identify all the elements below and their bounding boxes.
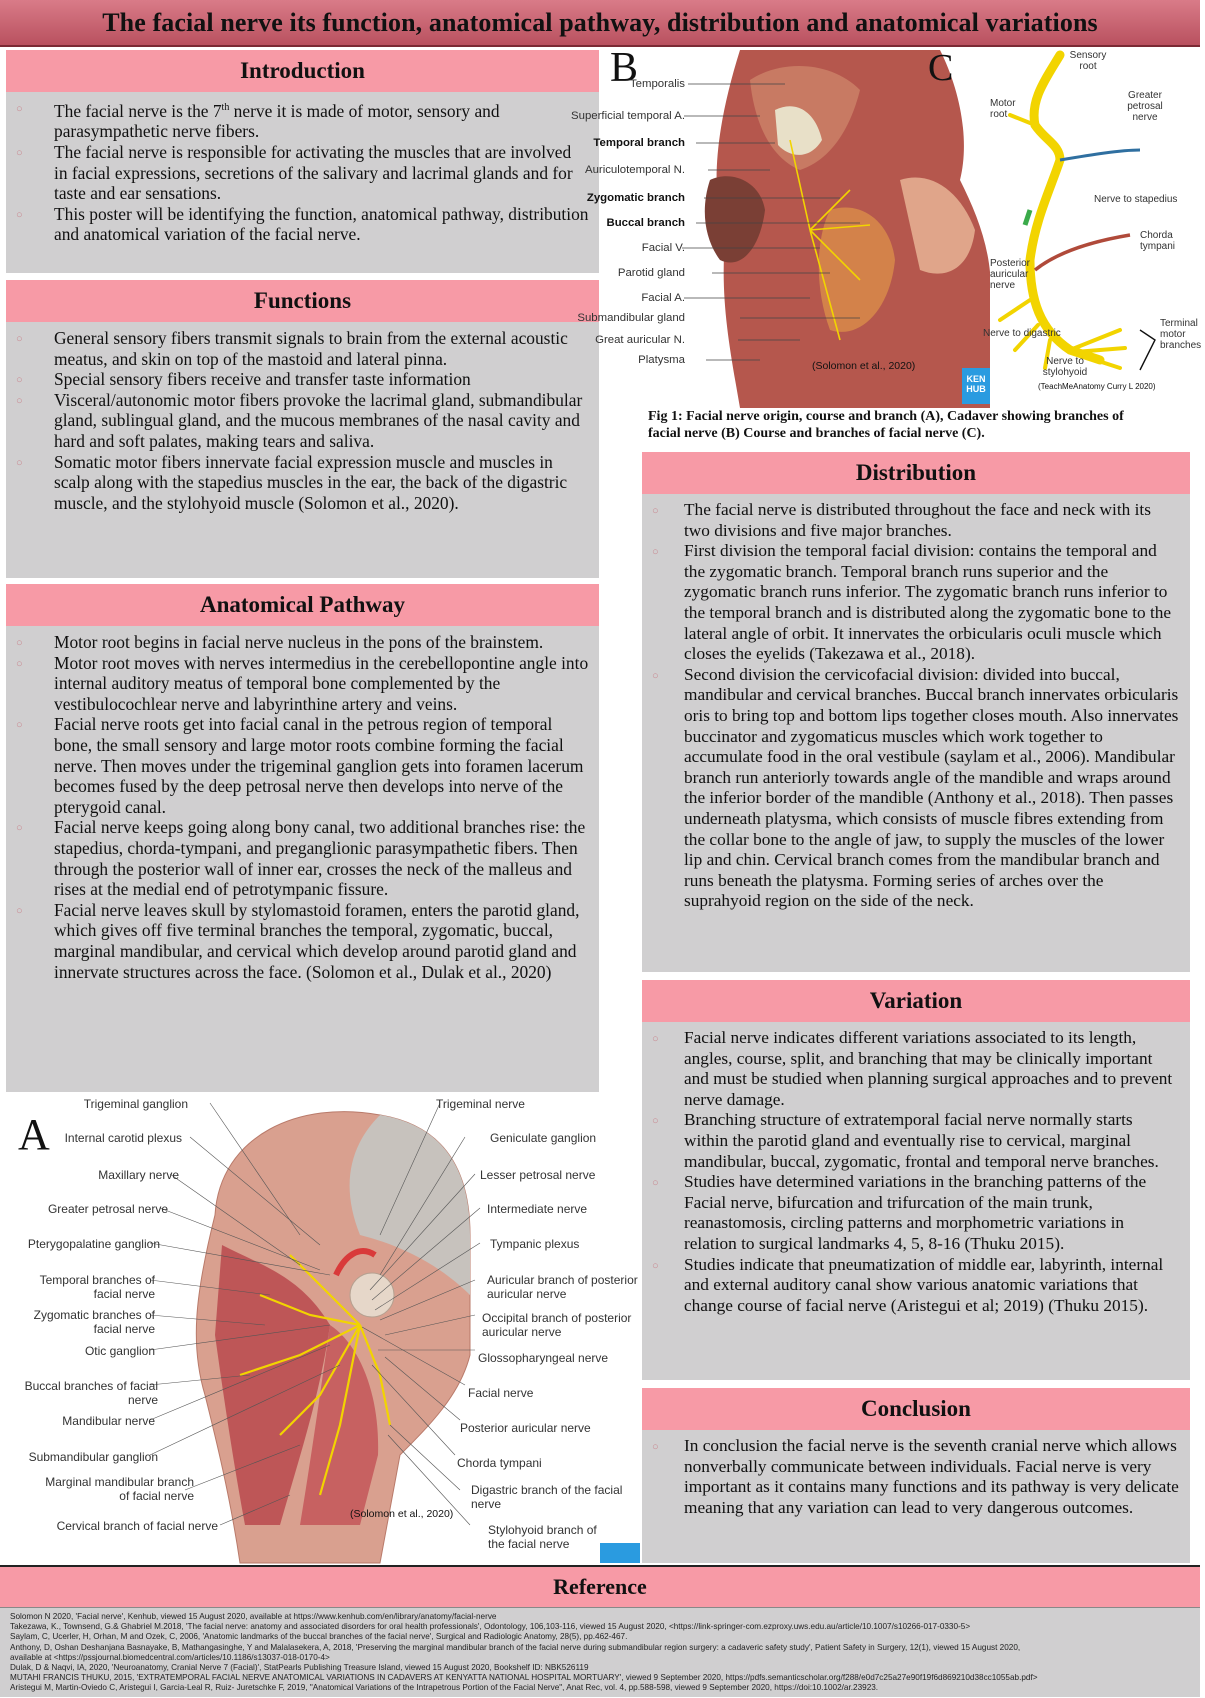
- variation-section: [642, 980, 1190, 1380]
- figure-label: Otic ganglion: [84, 1344, 155, 1358]
- figure-label: Occipital branch of posterior auricular nerve: [482, 1311, 632, 1339]
- pathway-heading: Anatomical Pathway: [6, 584, 599, 626]
- reference-item: available at <https://pssjournal.biomedcentral.com/articles/10.1186/s13037-018-0170-4>: [10, 1652, 330, 1662]
- list-item: ○ Facial nerve indicates different variations associated to its length, angles, course, split, and branching that may be clinically important and must be studied when planning surgical approaches and to prevent nerve damage.: [642, 1028, 1180, 1110]
- figure-label: Trigeminal nerve: [436, 1097, 525, 1111]
- figure-a: [0, 1095, 640, 1563]
- list-item: ○ Facial nerve roots get into facial canal in the petrous region of temporal bone, the small sensory and large motor roots combine forming the facial nerve. Then moves under the trigeminal ganglion gets into foramen lacerum becomes fused by the deep petrosal nerve then develops into nerve of the pterygoid canal.: [6, 714, 589, 817]
- figure-label: Posterior auricular nerve: [460, 1421, 591, 1435]
- figure-label: Facial V.: [641, 242, 685, 254]
- figure-label: Nerve to stylohyoid: [1042, 356, 1088, 378]
- figure-label: Glossopharyngeal nerve: [478, 1351, 609, 1365]
- conclusion-list: [642, 1430, 1190, 1524]
- distribution-heading: Distribution: [642, 452, 1190, 494]
- figure-label: Greater petrosal nerve: [1127, 90, 1163, 123]
- figure-a-citation: (Solomon et al., 2020): [350, 1508, 454, 1520]
- figure-label: Buccal branches of facial nerve: [24, 1379, 158, 1407]
- pathway-list: [6, 626, 599, 988]
- list-item: ○ Facial nerve keeps going along bony canal, two additional branches rise: the stapedius, chorda-tympani, and preganglionic parasympathetic fibers. Then through the posterior wall of inner ear, crosses the neck of the malleus and rises at the medial end of petrotympanic fissure.: [6, 817, 589, 899]
- figure-label: Maxillary nerve: [98, 1168, 179, 1182]
- figure-label: Temporal branch: [593, 137, 685, 149]
- figure-label: Pterygopalatine ganglion: [27, 1237, 160, 1251]
- list-item: ○ In conclusion the facial nerve is the seventh cranial nerve which allows nonverbally communicate between individuals. Facial nerve is very important as it contains many functions and its pathway is very delicate meaning that any variation can lead to very dangerous outcomes.: [642, 1436, 1180, 1518]
- list-item: ○ The facial nerve is the 7th nerve it is made of motor, sensory and parasympathetic nerve fibers.: [6, 98, 589, 142]
- figure-c-citation: (TeachMeAnatomy Curry L 2020): [1038, 382, 1156, 391]
- title-bar: [0, 0, 1200, 47]
- list-item: ○ Motor root begins in facial nerve nucleus in the pons of the brainstem.: [6, 632, 589, 653]
- reference-heading: Reference: [0, 1565, 1200, 1608]
- reference-item: Saylam, C, Ucerler, H, Orhan, M and Ozek, C, 2006, 'Anatomic landmarks of the buccal branches of the facial nerve', Surgical and Radiologic Anatomy, 28(5), pp.462-467.: [10, 1632, 628, 1642]
- figure-caption: Fig 1: Facial nerve origin, course and branch (A), Cadaver showing branches of facial nerve (B) Course and branches of facial nerve (C).: [648, 409, 1124, 441]
- figure-c-letter: C: [928, 47, 954, 89]
- list-item: ○ Special sensory fibers receive and transfer taste information: [6, 369, 589, 390]
- figure-label: Tympanic plexus: [490, 1237, 580, 1251]
- figure-label: Platysma: [638, 354, 685, 366]
- figure-label: Geniculate ganglion: [490, 1131, 597, 1145]
- conclusion-section: [642, 1388, 1190, 1563]
- figure-label: Trigeminal ganglion: [83, 1097, 188, 1111]
- figure-label: Temporalis: [629, 78, 685, 90]
- figure-label: Internal carotid plexus: [64, 1131, 182, 1145]
- list-item: ○ Visceral/autonomic motor fibers provoke the lacrimal gland, submandibular gland, sublingual gland, and the mucous membranes of the nasal cavity and hard and soft palates, making tears and saliva.: [6, 390, 589, 452]
- figure-b: [571, 45, 990, 408]
- figure-label: Lesser petrosal nerve: [480, 1168, 596, 1182]
- figure-label: Submandibular ganglion: [28, 1450, 158, 1464]
- figure-label: Greater petrosal nerve: [47, 1202, 168, 1216]
- distribution-list: [642, 494, 1190, 918]
- reference-item: Aristegui M, Martin-Oviedo C, Aristegui I, Garcia-Leal R, Ruiz- Juretschke F, 2019, "Anatomical Variations of the Intrapetrous Portion of the Facial Nerve", Anat Rec, vol. 4, pp.588-598, viewed 9 September 2020, https://doi:10.1002/ar.23923.: [10, 1683, 879, 1693]
- list-item: ○ Second division the cervicofacial division: divided into buccal, mandibular and cervical branches. Buccal branch innervates orbicularis oris to bring top and bottom lips together closes mouth. Also innervates buccinator and zygomaticus muscles which work together to accumulate food in the oral vestibule (saylam et al., 2006). Mandibular branch run anteriorly towards angle of the mandible and wraps around the inferior border of the mandible (Anthony et al., 2018). Then passes underneath platysma, which consists of muscle fibres extending from the collar bone to the angle of jaw, to supply the muscles of the lower lip and chin. Cervical branch comes from the mandibular branch and runs beneath the platysma. Forming series of arches over the suprahyoid region on the side of the neck.: [642, 665, 1180, 912]
- list-item: ○ First division the temporal facial division: contains the temporal and the zygomatic branch. Temporal branch runs superior and the zygomatic branch runs inferior. The zygomatic branch runs inferior to the temporal branch and is distributed along the zygomatic bone to the lateral angle of orbit. It innervates the orbicularis oculi muscle which closes the eyelids (Takezawa et al., 2018).: [642, 541, 1180, 665]
- figure-a-letter: A: [18, 1110, 50, 1159]
- figure-label: Superficial temporal A.: [571, 110, 685, 122]
- list-item: ○ Somatic motor fibers innervate facial expression muscle and muscles in scalp along with the stapedius muscles in the ear, the back of the digastric muscle, and the stylohyoid muscle (Solomon et al., 2020).: [6, 452, 589, 514]
- figure-label: Chorda tympani: [1140, 230, 1176, 252]
- figure-label: Submandibular gland: [577, 312, 685, 324]
- figure-label: Parotid gland: [617, 267, 685, 279]
- figure-label: Temporal branches of facial nerve: [39, 1273, 155, 1301]
- figure-label: Marginal mandibular branch of facial nerve: [45, 1475, 194, 1503]
- variation-list: [642, 1022, 1190, 1322]
- reference-item: MUTAHI FRANCIS THUKU, 2015, 'EXTRATEMPORAL FACIAL NERVE ANATOMICAL VARIATIONS IN CADAVERS AT KENYATTA NATIONAL HOSPITAL MORTUARY', viewed 9 September 2020, https://pdfs.semanticscholar.org/f288/e0d7c25a27e90f19f6d869210d38cc1055ab.pdf>: [10, 1673, 1038, 1683]
- figure-label: Intermediate nerve: [487, 1202, 588, 1216]
- reference-item: Dulak, D & Naqvi, IA, 2020, 'Neuroanatomy, Cranial Nerve 7 (Facial)', StatPearls Publishing Treasure Island, viewed 15 August 2020, Bookshelf ID: NBK526119: [10, 1663, 589, 1673]
- figure-b-citation: (Solomon et al., 2020): [812, 360, 916, 372]
- figure-label: Facial nerve: [468, 1386, 534, 1400]
- figure-label: Mandibular nerve: [62, 1414, 155, 1428]
- figure-label: Zygomatic branch: [586, 192, 685, 204]
- functions-section: [6, 280, 599, 578]
- list-item: ○ Studies indicate that pneumatization of middle ear, labyrinth, internal and external auditory canal show various anatomic variations that change course of facial nerve (Aristegui et al; 2019) (Thuku 2015).: [642, 1255, 1180, 1317]
- figure-label: Auriculotemporal N.: [584, 164, 685, 176]
- list-item: ○ Facial nerve leaves skull by stylomastoid foramen, enters the parotid gland, which gives off five terminal branches the temporal, zygomatic, buccal, marginal mandibular, and cervical which develop around parotid gland and innervate structures across the face. (Solomon et al., Dulak et al., 2020): [6, 900, 589, 982]
- list-item: ○ Motor root moves with nerves intermedius in the cerebellopontine angle into internal auditory meatus of temporal bone complemented by the vestibulocochlear nerve and labyrinthine artery and veins.: [6, 653, 589, 715]
- reference-item: Solomon N 2020, 'Facial nerve', Kenhub, viewed 15 August 2020, available at https://www.kenhub.com/en/library/anatomy/facial-nerve: [10, 1612, 497, 1621]
- figure-label: Cervical branch of facial nerve: [56, 1519, 218, 1533]
- list-item: ○ The facial nerve is distributed throughout the face and neck with its two divisions and five major branches.: [642, 500, 1180, 541]
- figure-label: Motor root: [990, 98, 1016, 120]
- figure-label: Nerve to stapedius: [1094, 194, 1178, 205]
- figure-label: Chorda tympani: [457, 1456, 542, 1470]
- figure-label: Terminal motor branches: [1160, 318, 1202, 351]
- reference-list: [0, 1608, 1200, 1698]
- introduction-section: [6, 50, 599, 273]
- figure-label: Facial A.: [641, 292, 685, 304]
- figure-label: Stylohyoid branch of the facial nerve: [488, 1523, 597, 1551]
- figure-label: Digastric branch of the facial nerve: [471, 1483, 623, 1511]
- figure-label: Posterior auricular nerve: [990, 258, 1031, 291]
- functions-list: [6, 322, 599, 519]
- figure-label: Sensory root: [1069, 50, 1107, 72]
- conclusion-heading: Conclusion: [642, 1388, 1190, 1430]
- figure-label: Buccal branch: [606, 217, 685, 229]
- figure-label: Auricular branch of posterior auricular nerve: [487, 1273, 638, 1301]
- kenhub-badge: KEN HUB: [962, 368, 990, 404]
- distribution-section: [642, 452, 1190, 972]
- list-item: ○ General sensory fibers transmit signals to brain from the external acoustic meatus, and skin on top of the mastoid and lateral pinna.: [6, 328, 589, 369]
- introduction-heading: Introduction: [6, 50, 599, 92]
- list-item: ○ Studies have determined variations in the branching patterns of the Facial nerve, bifurcation and trifurcation of the main trunk, reanastomosis, circling patterns and morphometric variations in relation to surgical landmarks 4, 5, 8-16 (Thuku 2015).: [642, 1172, 1180, 1254]
- figure-label: Great auricular N.: [595, 334, 685, 346]
- reference-section: [0, 1565, 1200, 1697]
- introduction-list: [6, 92, 599, 251]
- pathway-section: [6, 584, 599, 1092]
- list-item: ○ Branching structure of extratemporal facial nerve normally starts within the parotid gland and eventually rise to cervical, marginal mandibular, buccal, zygomatic, frontal and temporal nerve branches.: [642, 1110, 1180, 1172]
- poster-title: The facial nerve its function, anatomical pathway, distribution and anatomical variations: [102, 7, 1098, 37]
- list-item: ○ The facial nerve is responsible for activating the muscles that are involved in facial expressions, secretions of the salivary and lacrimal glands and for taste and ear sensations.: [6, 142, 589, 204]
- variation-heading: Variation: [642, 980, 1190, 1022]
- figure-b-letter: B: [610, 45, 639, 91]
- reference-item: Anthony, D, Oshan Deshanjana Basnayake, B, Mathangasinghe, Y and Malalasekera, A, 2018, 'Preserving the marginal mandibular branch of the facial nerve during submandibular region surgery: a cadaveric safety study', Patient Safety in Surgery, 12(1), viewed 15 August 2020,: [10, 1642, 1021, 1652]
- figure-label: Zygomatic branches of facial nerve: [33, 1308, 155, 1336]
- functions-heading: Functions: [6, 280, 599, 322]
- figure-label: Nerve to digastric: [983, 328, 1061, 339]
- reference-item: Takezawa, K., Townsend, G.& Ghabriel M.2018, 'The facial nerve: anatomy and associated disorders for oral health professionals', Odontology, 106,103-116, viewed 15 August 2020, <https://link-springer-com.ezproxy.uws.edu.au/article/10.1007/s10266-017-0330-5>: [10, 1622, 971, 1632]
- list-item: ○ This poster will be identifying the function, anatomical pathway, distribution and anatomical variation of the facial nerve.: [6, 204, 589, 245]
